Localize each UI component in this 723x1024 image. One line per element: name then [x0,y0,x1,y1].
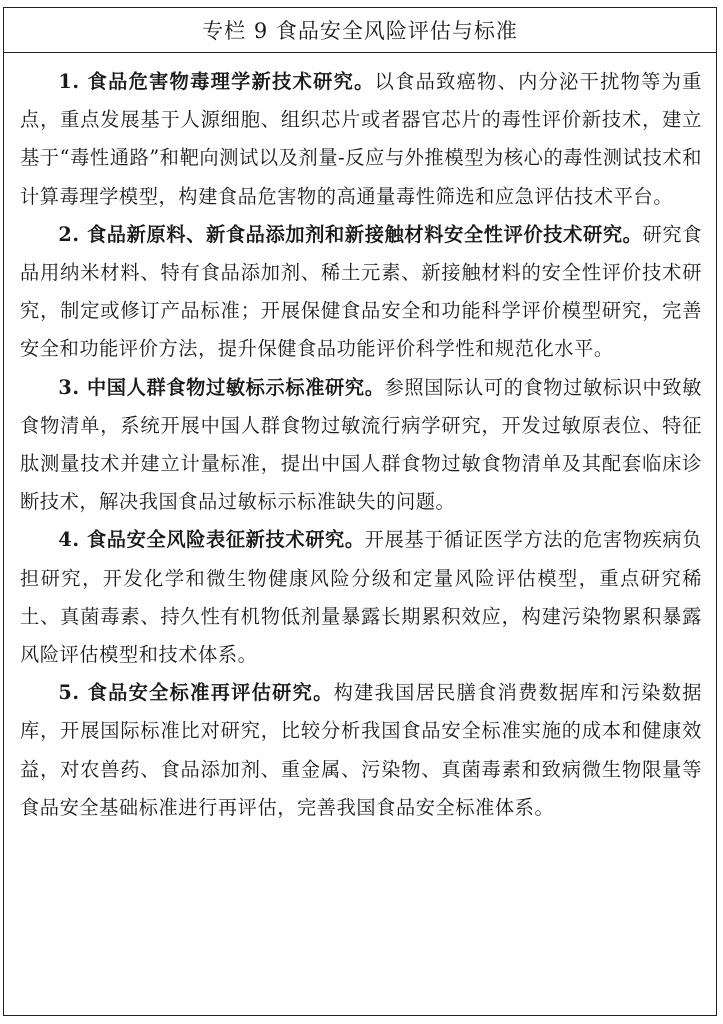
item-2 [20,216,702,369]
item-1-body: 以食品致癌物、内分泌干扰物等为重点，重点发展基于人源细胞、组织芯片或者器官芯片的毒性评价新技术，建立基于“毒性通路”和靶向测试以及剂量-反应与外推模型为核心的毒性测试技术和计算毒理学模型，构建食品危害物的高通量毒性筛选和应急评估技术平台。 [20,70,702,208]
item-5 [20,674,702,827]
item-5-heading: 5. 食品安全标准再评估研究。 [58,681,334,705]
column-title: 专栏 9 食品安全风险评估与标准 [4,8,716,53]
item-3-body: 参照国际认可的食物过敏标识中致敏食物清单，系统开展中国人群食物过敏流行病学研究，开发过敏原表位、特征肽测量技术并建立计量标准，提出中国人群食物过敏食物清单及其配套临床诊断技术，解决我国食品过敏标示标准缺失的问题。 [20,375,702,514]
item-3-heading: 3. 中国人群食物过敏标示标准研究。 [58,375,385,399]
item-5-body: 构建我国居民膳食消费数据库和污染数据库，开展国际标准比对研究，比较分析我国食品安全标准实施的成本和健康效益，对农兽药、食品添加剂、重金属、污染物、真菌毒素和致病微生物限量等食品安全基础标准进行再评估，完善我国食品安全标准体系。 [20,681,702,819]
item-1 [20,63,702,216]
item-2-heading: 2. 食品新原料、新食品添加剂和新接触材料安全性评价技术研究。 [58,222,643,246]
item-4 [20,521,702,674]
item-4-body: 开展基于循证医学方法的危害物疾病负担研究，开发化学和微生物健康风险分级和定量风险评估模型，重点研究稀土、真菌毒素、持久性有机物低剂量暴露长期累积效应，构建污染物累积暴露风险评估模型和技术体系。 [20,528,702,667]
item-1-heading: 1. 食品危害物毒理学新技术研究。 [58,70,375,93]
item-3 [20,369,702,522]
item-4-heading: 4. 食品安全风险表征新技术研究。 [58,528,365,552]
item-2-body: 研究食品用纳米材料、特有食品添加剂、稀土元素、新接触材料的安全性评价技术研究，制定或修订产品标准；开展保健食品安全和功能科学评价模型研究，完善安全和功能评价方法，提升保健食品功能评价科学性和规范化水平。 [20,222,702,361]
column-box [3,7,717,1016]
column-content [4,53,716,827]
